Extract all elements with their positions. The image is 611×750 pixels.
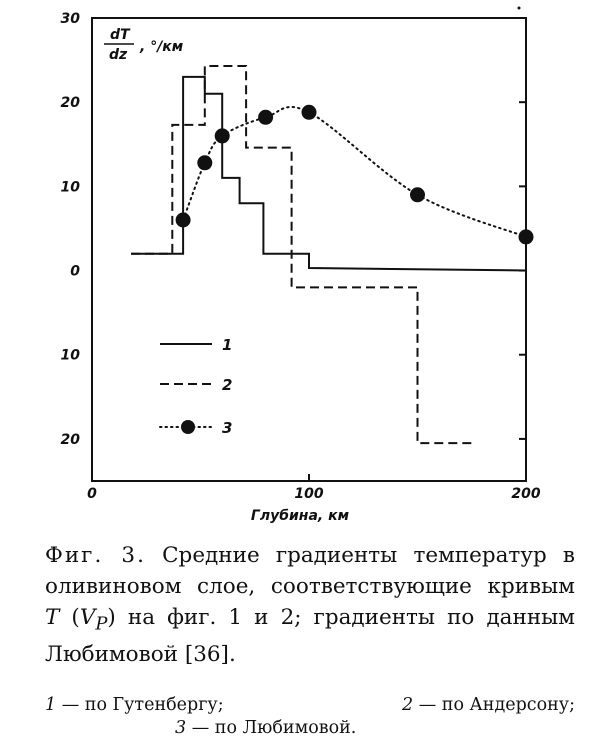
caption-paren-open: ( [71, 605, 80, 630]
figure-caption [45, 540, 575, 670]
legend-label-3: 3 [222, 419, 233, 437]
x-tick-label-0: 0 [87, 486, 97, 502]
caption-label: Фиг. 3. [45, 543, 146, 568]
y-tick-label-5: 20 [60, 431, 80, 448]
series-3-point-0 [176, 213, 191, 228]
y-tick-label-4: 10 [60, 347, 80, 364]
x-tick-label-1: 100 [294, 486, 324, 502]
series-3-point-6 [519, 229, 534, 244]
series-3-point-1 [197, 155, 212, 170]
series-3-markers [176, 105, 534, 245]
legend-label-2: 2 [222, 376, 233, 394]
legend [160, 336, 232, 437]
figure-sources [45, 694, 575, 740]
source-item-1 [45, 694, 224, 717]
source-1-number: 1 [45, 695, 57, 715]
caption-variable: V [79, 605, 96, 630]
x-tick-label-2: 200 [511, 486, 541, 502]
caption-paren-close: ) [107, 605, 116, 630]
corner-speck [518, 7, 521, 10]
source-2-number: 2 [402, 695, 414, 715]
series-3-point-4 [302, 105, 317, 120]
y-label-numerator: dT [110, 27, 130, 43]
series-3-lyubimova-curve [183, 107, 526, 237]
source-3-number: 3 [175, 718, 187, 738]
source-3-text: — по Любимовой. [191, 718, 357, 738]
y-tick-label-1: 20 [60, 95, 80, 112]
source-item-3 [175, 718, 356, 738]
x-axis-ticks [87, 474, 541, 502]
series-3-point-2 [215, 128, 230, 143]
source-item-2 [402, 694, 575, 717]
legend-label-1: 1 [222, 336, 233, 354]
series-3-point-5 [410, 187, 425, 202]
y-axis-label [104, 27, 183, 63]
y-tick-label-2: 10 [60, 179, 80, 196]
source-2-text: — по Андерсону; [418, 695, 575, 715]
source-1-text: — по Гутенбергу; [61, 695, 224, 715]
y-tick-label-0: 30 [60, 11, 80, 27]
caption-variable-subscript: P [95, 613, 108, 635]
y-tick-label-3: 0 [70, 263, 80, 280]
y-label-denominator: dz [109, 47, 128, 63]
legend-dot-marker [181, 420, 195, 434]
y-axis-ticks [61, 11, 526, 448]
series-1-gutenberg-line [131, 77, 526, 271]
caption-text-before: Средние градиенты температур в оливиновом слое, соответствующие кривым [45, 543, 575, 599]
caption-text-after: на фиг. 1 и 2; градиенты по данным Любимовой [36]. [45, 605, 575, 668]
caption-func-symbol: T [45, 605, 60, 630]
series-3-point-3 [258, 110, 273, 125]
plot-frame [92, 18, 526, 481]
x-axis-label: Глубина, км [250, 508, 350, 524]
y-label-units: , °/км [140, 39, 184, 55]
